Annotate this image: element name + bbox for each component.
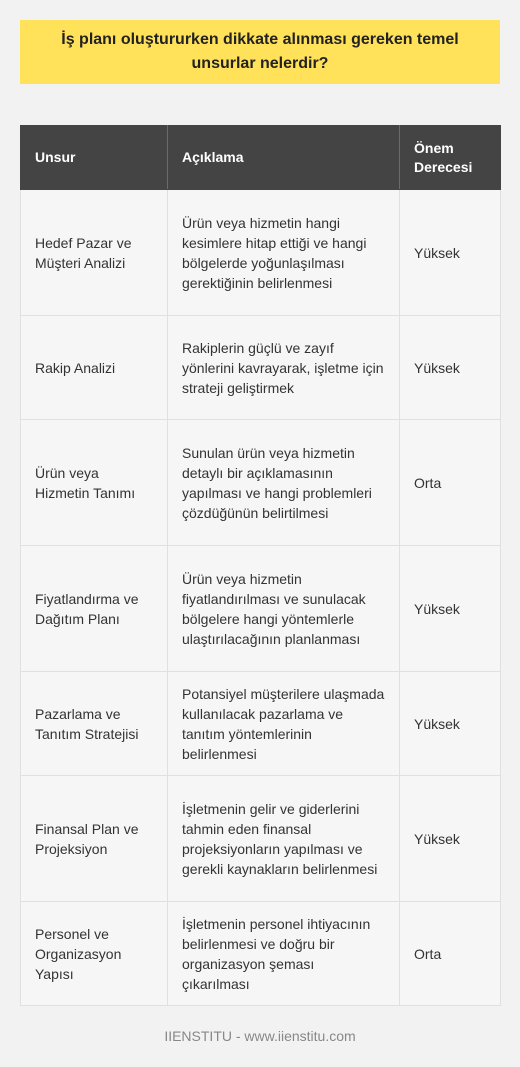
table-row	[21, 902, 501, 1006]
cell-unsur: Finansal Plan ve Projeksiyon	[21, 776, 168, 902]
cell-aciklama: İşletmenin gelir ve giderlerini tahmin eden finansal projeksiyonların yapılması ve gerekli kaynakların belirlenmesi	[168, 776, 400, 902]
table-row	[21, 420, 501, 546]
column-header-aciklama: Açıklama	[168, 126, 400, 190]
table-row	[21, 546, 501, 672]
cell-onem-derecesi: Yüksek	[400, 776, 501, 902]
cell-aciklama: Sunulan ürün veya hizmetin detaylı bir açıklamasının yapılması ve hangi problemleri çözdüğünün belirtilmesi	[168, 420, 400, 546]
column-header-unsur: Unsur	[21, 126, 168, 190]
cell-onem-derecesi: Orta	[400, 902, 501, 1006]
footer-credit: IIENSTITU - www.iienstitu.com	[164, 1028, 356, 1044]
cell-onem-derecesi: Yüksek	[400, 546, 501, 672]
cell-unsur: Personel ve Organizasyon Yapısı	[21, 902, 168, 1006]
table-row	[21, 316, 501, 420]
table-row	[21, 672, 501, 776]
cell-aciklama: Ürün veya hizmetin fiyatlandırılması ve sunulacak bölgelere hangi yöntemlerle ulaştırılacağının planlanması	[168, 546, 400, 672]
cell-onem-derecesi: Yüksek	[400, 190, 501, 316]
cell-unsur: Fiyatlandırma ve Dağıtım Planı	[21, 546, 168, 672]
cell-onem-derecesi: Yüksek	[400, 672, 501, 776]
cell-onem-derecesi: Orta	[400, 420, 501, 546]
cell-unsur: Ürün veya Hizmetin Tanımı	[21, 420, 168, 546]
cell-unsur: Hedef Pazar ve Müşteri Analizi	[21, 190, 168, 316]
cell-onem-derecesi: Yüksek	[400, 316, 501, 420]
column-header-onem-derecesi: Önem Derecesi	[400, 126, 501, 190]
elements-table	[20, 125, 501, 1006]
cell-unsur: Rakip Analizi	[21, 316, 168, 420]
cell-unsur: Pazarlama ve Tanıtım Stratejisi	[21, 672, 168, 776]
page-title: İş planı oluştururken dikkate alınması gereken temel unsurlar nelerdir?	[61, 31, 459, 72]
cell-aciklama: Potansiyel müşterilere ulaşmada kullanılacak pazarlama ve tanıtım yöntemlerinin belirlenmesi	[168, 672, 400, 776]
table-row	[21, 190, 501, 316]
cell-aciklama: İşletmenin personel ihtiyacının belirlenmesi ve doğru bir organizasyon şeması çıkarılması	[168, 902, 400, 1006]
title-banner	[20, 20, 500, 84]
cell-aciklama: Ürün veya hizmetin hangi kesimlere hitap ettiği ve hangi bölgelerde yoğunlaşılması gerektiğinin belirlenmesi	[168, 190, 400, 316]
cell-aciklama: Rakiplerin güçlü ve zayıf yönlerini kavrayarak, işletme için strateji geliştirmek	[168, 316, 400, 420]
table-row	[21, 776, 501, 902]
table-header-row	[21, 126, 501, 190]
